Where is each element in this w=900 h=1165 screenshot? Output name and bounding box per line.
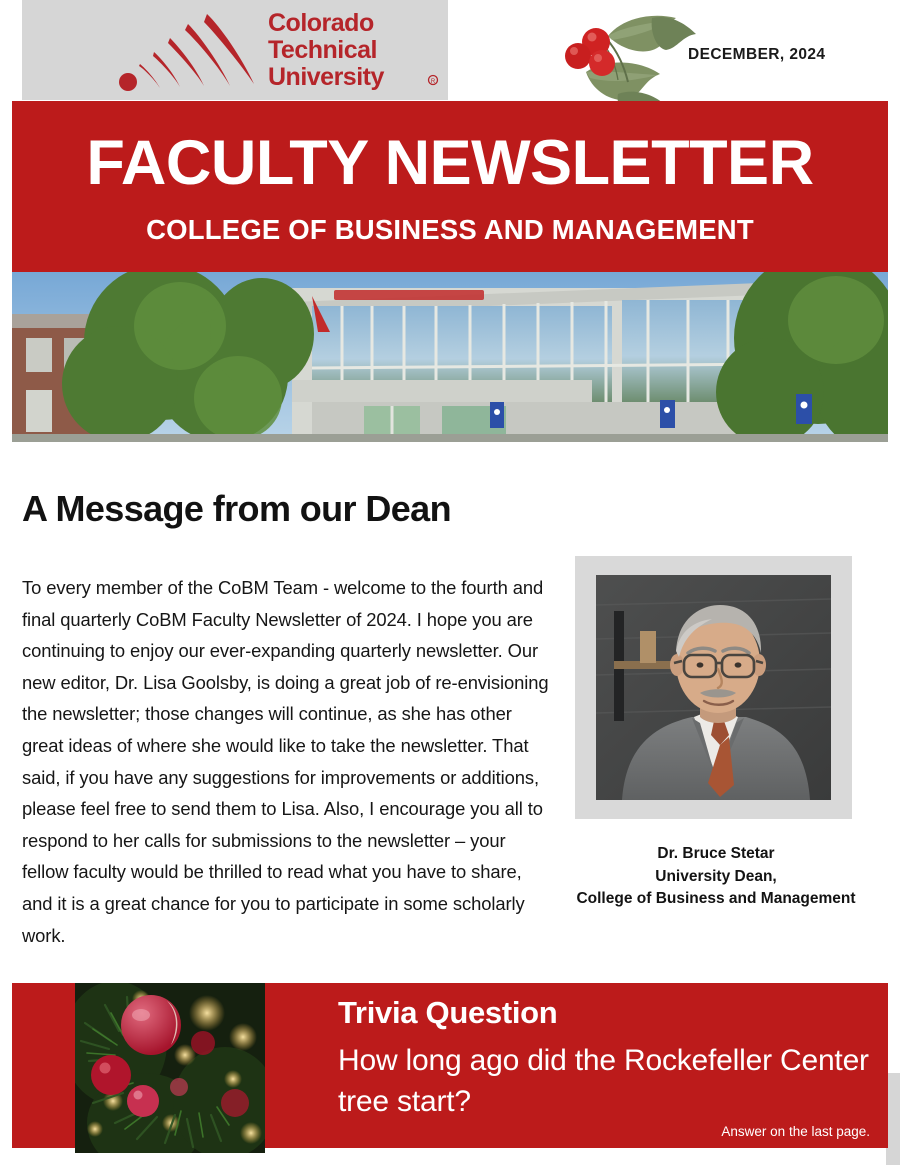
christmas-tree-ornaments-photo bbox=[75, 983, 265, 1153]
newsletter-subtitle: COLLEGE OF BUSINESS AND MANAGEMENT bbox=[146, 214, 754, 245]
dean-message-body: To every member of the CoBM Team - welcome to the fourth and final quarterly CoBM Faculty Newsletter of 2024. I hope you are continuing to enjoy our ever-expanding quarterly newsletter. Our new editor, Dr. Lisa Goolsby, is doing a great job of re-envisioning the newsletter; those changes will continue, as she has other great ideas of where she would like to take the newsletter. That said, if you have any suggestions for improvements or additions, please feel free to send them to Lisa. Also, I encourage you all to respond to her calls for submissions to the newsletter – your fellow faculty would be thrilled to read what you have to share, and it is a great chance for you to participate in some scholarly work. bbox=[22, 577, 549, 946]
dean-name: Dr. Bruce Stetar bbox=[657, 845, 775, 862]
logo-line-2: Technical bbox=[268, 36, 377, 64]
campus-building-photo bbox=[12, 272, 888, 442]
right-gray-rail bbox=[886, 1073, 900, 1165]
dean-portrait-photo bbox=[596, 575, 831, 800]
dean-college: College of Business and Management bbox=[576, 890, 856, 907]
svg-text:R: R bbox=[430, 79, 436, 85]
dean-portrait-frame bbox=[575, 556, 852, 819]
logo-line-1: Colorado bbox=[268, 9, 374, 37]
newsletter-title: FACULTY NEWSLETTER bbox=[86, 128, 814, 198]
ctu-logo bbox=[92, 6, 442, 98]
dean-title: University Dean, bbox=[655, 867, 777, 885]
trivia-question: How long ago did the Rockefeller Center tree start? bbox=[338, 1044, 869, 1118]
dean-portrait-caption bbox=[540, 843, 892, 911]
trivia-title: Trivia Question bbox=[338, 995, 558, 1030]
title-banner bbox=[12, 101, 888, 272]
logo-header-block bbox=[22, 0, 448, 100]
logo-line-3: University bbox=[268, 63, 384, 91]
page-title: A Message from our Dean bbox=[22, 488, 451, 529]
trivia-section bbox=[12, 983, 888, 1148]
trivia-answer-note: Answer on the last page. bbox=[721, 1124, 870, 1139]
issue-date: DECEMBER, 2024 bbox=[688, 46, 826, 63]
